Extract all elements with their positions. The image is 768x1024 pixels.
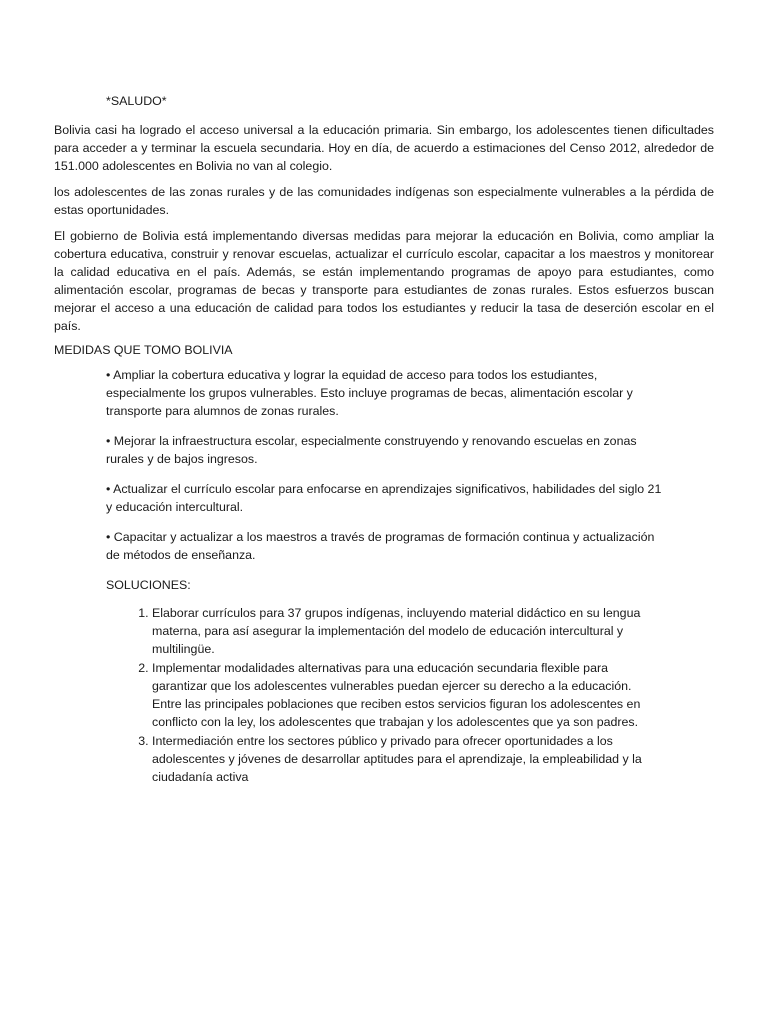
solutions-list: [54, 604, 652, 786]
solutions-heading: SOLUCIONES:: [106, 578, 191, 592]
measure-item: • Mejorar la infraestructura escolar, especialmente construyendo y renovando escuelas en zonas rurales y de bajos ingresos.: [106, 434, 637, 466]
measure-item: • Actualizar el currículo escolar para enfocarse en aprendizajes significativos, habilidades del siglo 21 y educación intercultural.: [106, 482, 662, 514]
measures-heading: MEDIDAS QUE TOMO BOLIVIA: [54, 343, 233, 357]
document-page: [54, 92, 714, 787]
paragraph-intro: Bolivia casi ha logrado el acceso universal a la educación primaria. Sin embargo, los adolescentes tienen dificultades para acceder a y terminar la escuela secundaria. Hoy en día, de acuerdo a estimaciones del Censo 2012, alrededor de 151.000 adolescentes en Bolivia no van al colegio.: [54, 123, 714, 173]
solution-item: 3. Intermediación entre los sectores público y privado para ofrecer oportunidades a los adolescentes y jóvenes de desarrollar aptitudes para el aprendizaje, la empleabilidad y la ciudadanía activa: [152, 732, 652, 786]
measure-item: • Capacitar y actualizar a los maestros a través de programas de formación continua y actualización de métodos de enseñanza.: [106, 530, 655, 562]
paragraph-government: El gobierno de Bolivia está implementando diversas medidas para mejorar la educación en Bolivia, como ampliar la cobertura educativa, construir y renovar escuelas, actualizar el currículo escolar, capacitar a los maestros y monitorear la calidad educativa en el país. Además, se están implementando programas de apoyo para estudiantes, como alimentación escolar, programas de becas y transporte para estudiantes de zonas rurales. Estos esfuerzos buscan mejorar el acceso a una educación de calidad para todos los estudiantes y reducir la tasa de deserción escolar en el país.: [54, 229, 714, 333]
measures-list: [106, 366, 666, 564]
greeting: *SALUDO*: [106, 94, 167, 108]
measure-item: • Ampliar la cobertura educativa y lograr la equidad de acceso para todos los estudiantes, especialmente los grupos vulnerables. Esto incluye programas de becas, alimentación escolar y transporte para alumnos de zonas rurales.: [106, 368, 633, 418]
solution-item: 1. Elaborar currículos para 37 grupos indígenas, incluyendo material didáctico en su lengua materna, para así asegurar la implementación del modelo de educación intercultural y multilingüe.: [152, 604, 652, 658]
solution-item: 2. Implementar modalidades alternativas para una educación secundaria flexible para garantizar que los adolescentes vulnerables puedan ejercer su derecho a la educación. Entre las principales poblaciones que reciben estos servicios figuran los adolescentes en conflicto con la ley, los adolescentes que trabajan y los adolescentes que ya son padres.: [152, 659, 652, 731]
paragraph-vulnerable: los adolescentes de las zonas rurales y de las comunidades indígenas son especialmente vulnerables a la pérdida de estas oportunidades.: [54, 185, 714, 217]
